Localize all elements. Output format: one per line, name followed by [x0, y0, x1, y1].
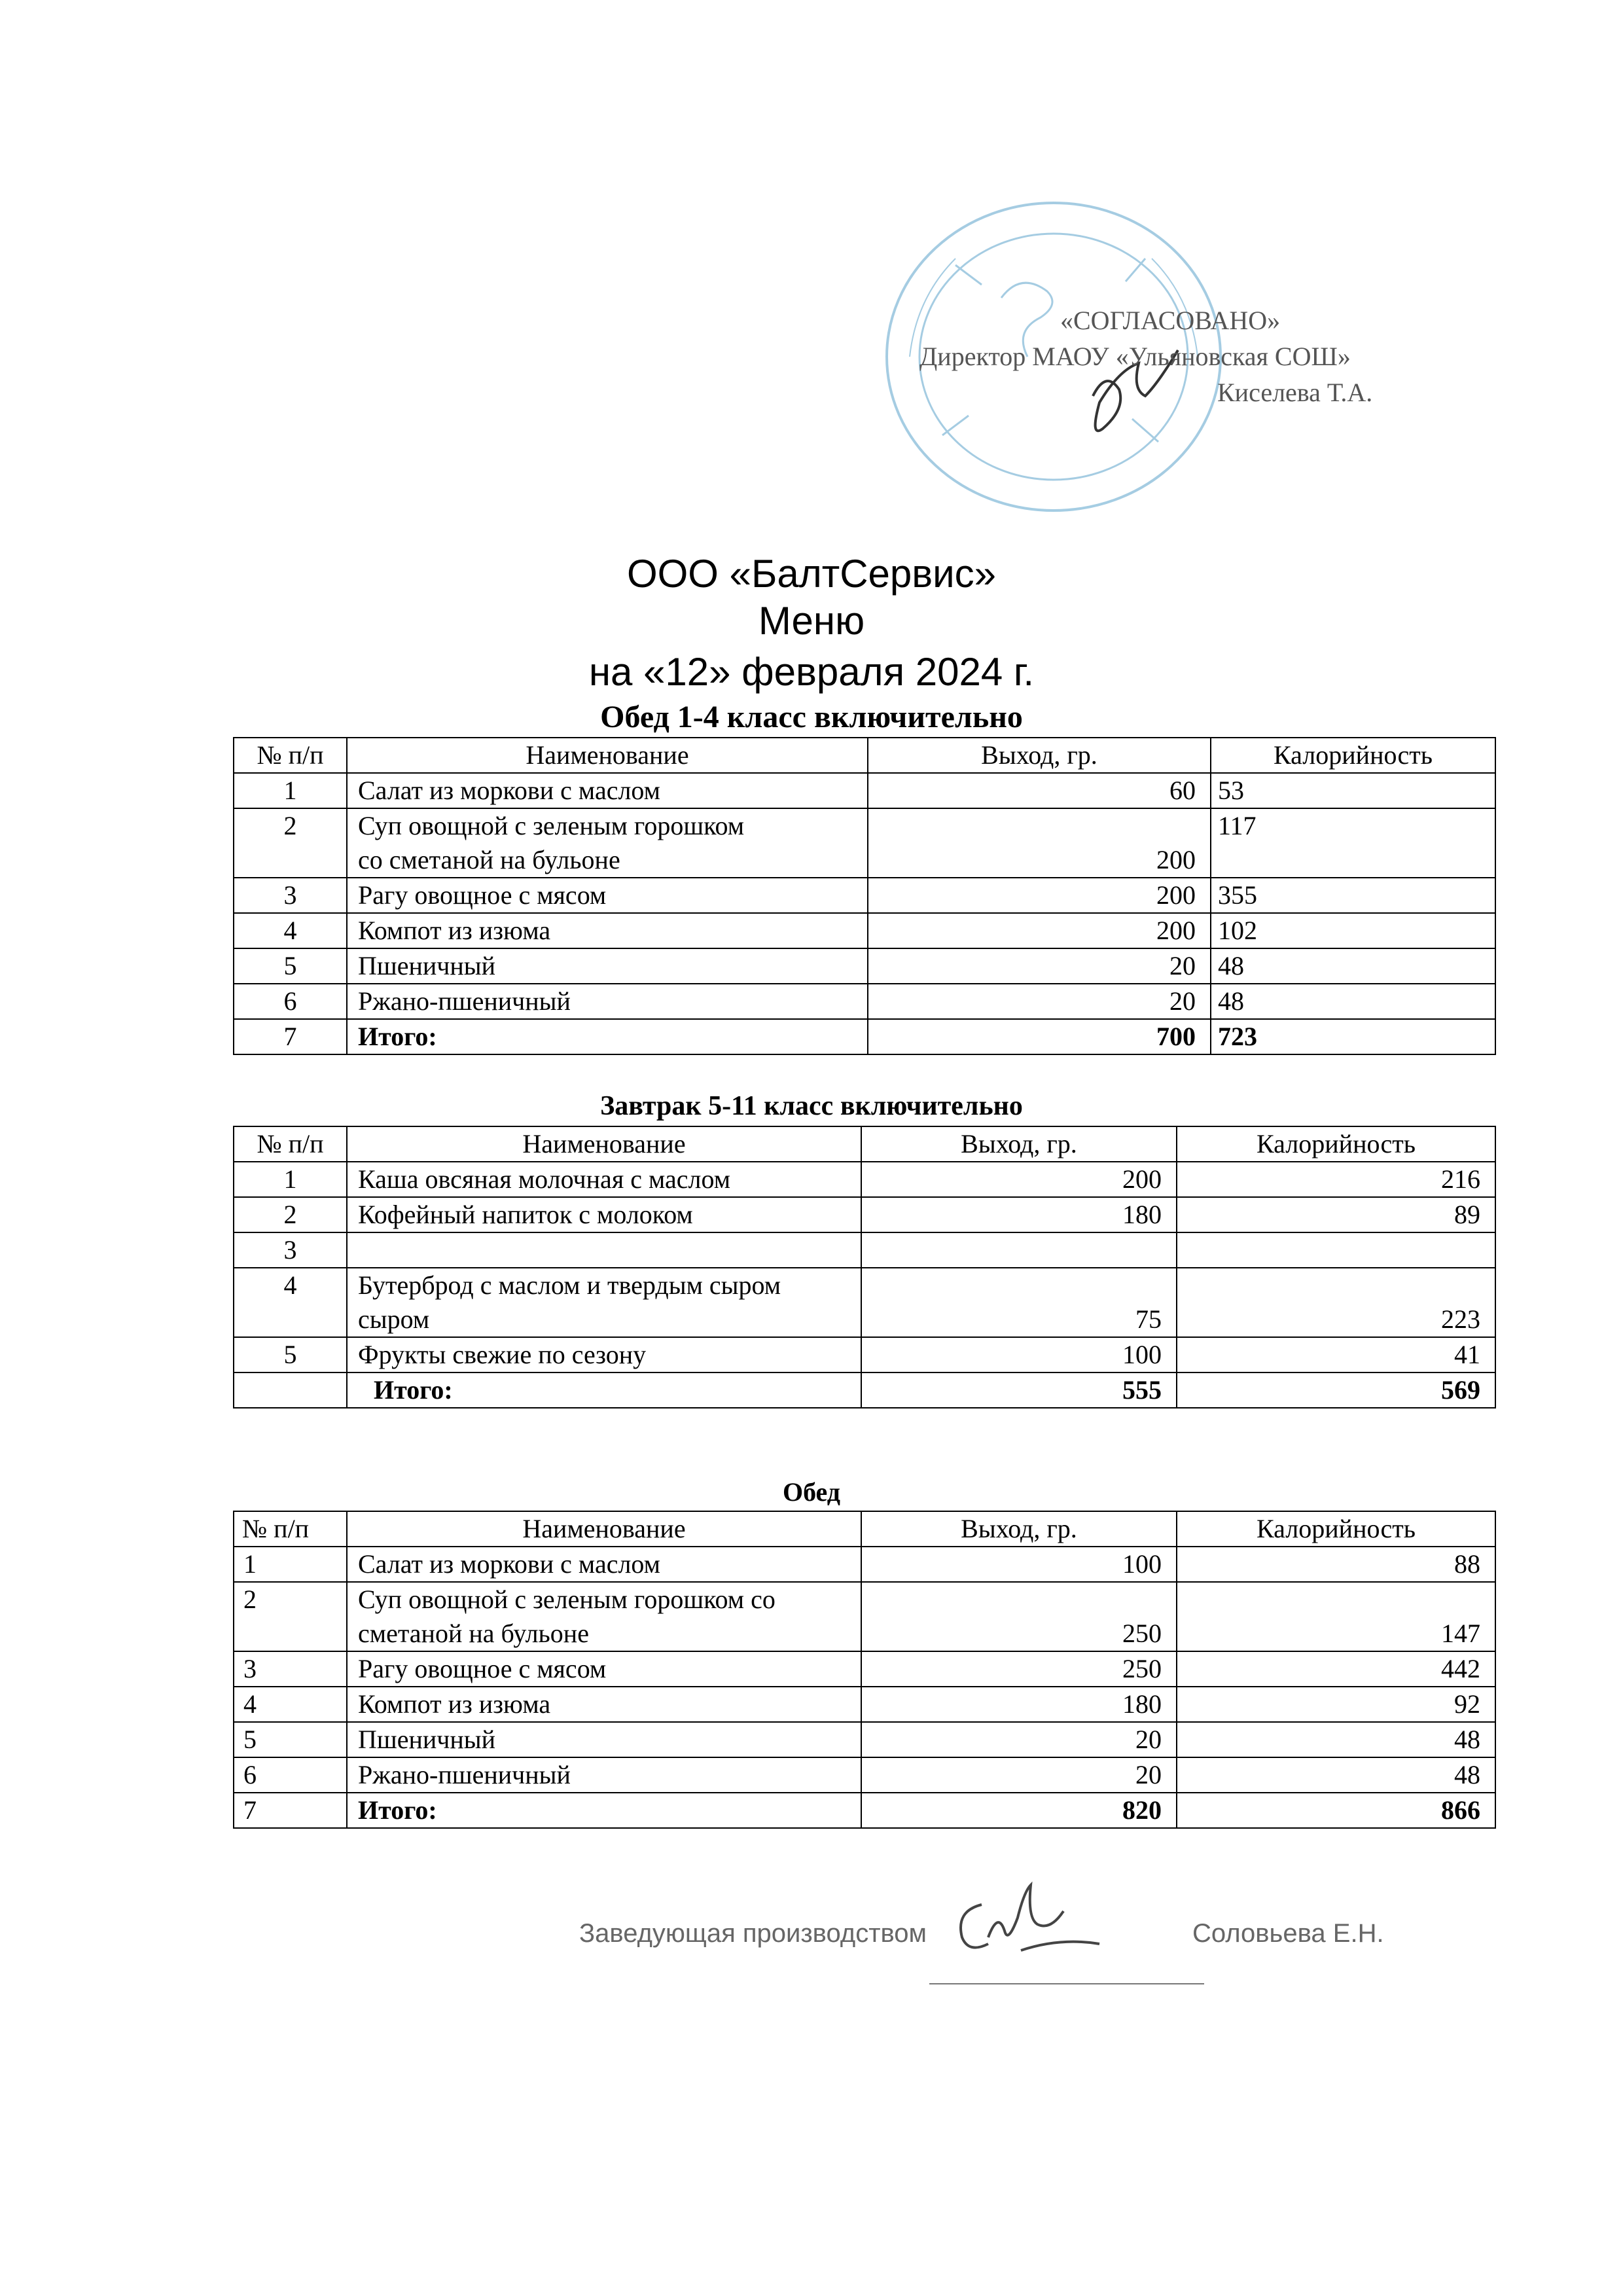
table-row — [234, 1268, 1495, 1337]
cell-weight: 100 — [861, 1337, 1177, 1372]
cell-num: 5 — [234, 1722, 347, 1757]
column-header: Наименование — [347, 1511, 861, 1547]
column-header: Калорийность — [1177, 1126, 1495, 1162]
cell-name — [347, 1232, 861, 1268]
cell-weight: 20 — [868, 984, 1211, 1019]
cell-calories: 48 — [1211, 984, 1495, 1019]
cell-calories: 216 — [1177, 1162, 1495, 1197]
column-header: Наименование — [347, 738, 868, 773]
cell-calories: 569 — [1177, 1372, 1495, 1408]
total-row — [234, 1793, 1495, 1828]
table-row — [234, 1722, 1495, 1757]
section-title: Завтрак 5-11 класс включительно — [600, 1091, 1023, 1121]
total-row — [234, 1019, 1495, 1054]
cell-calories: 48 — [1177, 1757, 1495, 1793]
menu-date: на «12» февраля 2024 г. — [588, 650, 1035, 694]
menu-table — [233, 737, 1496, 1055]
cell-calories: 48 — [1177, 1722, 1495, 1757]
footer-signer: Соловьева Е.Н. — [1192, 1919, 1384, 1948]
cell-name-line: Суп овощной с зеленым горошком со — [358, 1585, 776, 1614]
table-row — [234, 948, 1495, 984]
cell-name: Ржано-пшеничный — [347, 984, 868, 1019]
total-row — [234, 1372, 1495, 1408]
cell-name — [347, 1268, 861, 1337]
footer-position: Заведующая производством — [579, 1919, 927, 1948]
table-row — [234, 913, 1495, 948]
table-row — [234, 1651, 1495, 1687]
column-header: Выход, гр. — [861, 1126, 1177, 1162]
cell-calories: 53 — [1211, 773, 1495, 808]
cell-weight: 75 — [861, 1268, 1177, 1337]
cell-num: 3 — [234, 1651, 347, 1687]
cell-name: Итого: — [347, 1793, 861, 1828]
cell-num: 2 — [234, 808, 347, 878]
table-row — [234, 1232, 1495, 1268]
cell-weight: 250 — [861, 1651, 1177, 1687]
cell-num: 2 — [234, 1197, 347, 1232]
section-title: Обед 1-4 класс включительно — [600, 700, 1023, 734]
cell-weight: 200 — [868, 878, 1211, 913]
table-header-row — [234, 738, 1495, 773]
cell-calories: 147 — [1177, 1582, 1495, 1651]
cell-name: Салат из моркови с маслом — [347, 773, 868, 808]
cell-calories: 723 — [1211, 1019, 1495, 1054]
cell-num: 7 — [234, 1019, 347, 1054]
cell-calories: 866 — [1177, 1793, 1495, 1828]
table-header-row — [234, 1511, 1495, 1547]
approval-name: Киселева Т.А. — [1217, 378, 1373, 407]
cell-weight: 20 — [868, 948, 1211, 984]
approval-title: «СОГЛАСОВАНО» — [1060, 306, 1281, 335]
cell-calories: 89 — [1177, 1197, 1495, 1232]
cell-name — [347, 1582, 861, 1651]
menu-table — [233, 1511, 1496, 1829]
cell-weight: 555 — [861, 1372, 1177, 1408]
cell-name: Рагу овощное с мясом — [347, 1651, 861, 1687]
signature-line — [929, 1983, 1204, 1984]
cell-weight: 180 — [861, 1197, 1177, 1232]
cell-name: Каша овсяная молочная с маслом — [347, 1162, 861, 1197]
cell-name: Компот из изюма — [347, 913, 868, 948]
cell-weight: 100 — [861, 1547, 1177, 1582]
column-header: Выход, гр. — [868, 738, 1211, 773]
cell-weight — [861, 1232, 1177, 1268]
cell-name-line: сыром — [358, 1304, 430, 1334]
company-name: ООО «БалтСервис» — [626, 552, 997, 596]
section-title: Обед — [782, 1477, 841, 1507]
table-row — [234, 878, 1495, 913]
cell-name: Итого: — [347, 1372, 861, 1408]
cell-name-line: сметаной на бульоне — [358, 1619, 589, 1648]
table-row — [234, 1687, 1495, 1722]
cell-weight: 250 — [861, 1582, 1177, 1651]
cell-num: 1 — [234, 1162, 347, 1197]
column-header: № п/п — [234, 738, 347, 773]
cell-name — [347, 808, 868, 878]
cell-name-line: со сметаной на бульоне — [358, 845, 620, 874]
cell-num: 4 — [234, 1687, 347, 1722]
table-row — [234, 808, 1495, 878]
cell-num: 7 — [234, 1793, 347, 1828]
cell-calories: 48 — [1211, 948, 1495, 984]
column-header: Калорийность — [1177, 1511, 1495, 1547]
cell-calories: 92 — [1177, 1687, 1495, 1722]
cell-weight: 20 — [861, 1722, 1177, 1757]
cell-num: 3 — [234, 1232, 347, 1268]
table-row — [234, 773, 1495, 808]
cell-name: Салат из моркови с маслом — [347, 1547, 861, 1582]
cell-name: Фрукты свежие по сезону — [347, 1337, 861, 1372]
cell-num: 4 — [234, 1268, 347, 1337]
table-row — [234, 1337, 1495, 1372]
column-header: Наименование — [347, 1126, 861, 1162]
cell-calories: 223 — [1177, 1268, 1495, 1337]
menu-table — [233, 1126, 1496, 1408]
column-header: Выход, гр. — [861, 1511, 1177, 1547]
cell-weight: 20 — [861, 1757, 1177, 1793]
cell-name-line: Бутерброд с маслом и твердым сыром — [358, 1270, 781, 1300]
table-row — [234, 1582, 1495, 1651]
cell-weight: 180 — [861, 1687, 1177, 1722]
cell-num: 6 — [234, 984, 347, 1019]
cell-calories — [1177, 1232, 1495, 1268]
table-header-row — [234, 1126, 1495, 1162]
cell-weight: 820 — [861, 1793, 1177, 1828]
column-header: Калорийность — [1211, 738, 1495, 773]
cell-num: 1 — [234, 1547, 347, 1582]
cell-name: Ржано-пшеничный — [347, 1757, 861, 1793]
cell-calories: 355 — [1211, 878, 1495, 913]
cell-weight: 700 — [868, 1019, 1211, 1054]
cell-name: Кофейный напиток с молоком — [347, 1197, 861, 1232]
cell-calories: 102 — [1211, 913, 1495, 948]
column-header: № п/п — [234, 1126, 347, 1162]
cell-name: Компот из изюма — [347, 1687, 861, 1722]
approval-position: Директор МАОУ «Ульяновская СОШ» — [919, 342, 1351, 371]
cell-calories: 88 — [1177, 1547, 1495, 1582]
page-title: Меню — [758, 599, 865, 643]
cell-weight: 200 — [868, 808, 1211, 878]
cell-calories: 442 — [1177, 1651, 1495, 1687]
cell-num: 3 — [234, 878, 347, 913]
cell-calories: 41 — [1177, 1337, 1495, 1372]
cell-name: Пшеничный — [347, 1722, 861, 1757]
cell-weight: 60 — [868, 773, 1211, 808]
cell-num — [234, 1372, 347, 1408]
cell-weight: 200 — [861, 1162, 1177, 1197]
cell-num: 1 — [234, 773, 347, 808]
cell-name: Итого: — [347, 1019, 868, 1054]
cell-num: 6 — [234, 1757, 347, 1793]
cell-num: 5 — [234, 948, 347, 984]
cell-name: Пшеничный — [347, 948, 868, 984]
table-row — [234, 1197, 1495, 1232]
cell-calories: 117 — [1211, 808, 1495, 878]
table-row — [234, 1162, 1495, 1197]
table-row — [234, 1757, 1495, 1793]
table-row — [234, 984, 1495, 1019]
signature-icon — [942, 1878, 1113, 1977]
cell-name-line: Суп овощной с зеленым горошком — [358, 811, 745, 840]
cell-weight: 200 — [868, 913, 1211, 948]
cell-num: 4 — [234, 913, 347, 948]
cell-name: Рагу овощное с мясом — [347, 878, 868, 913]
cell-num: 5 — [234, 1337, 347, 1372]
cell-num: 2 — [234, 1582, 347, 1651]
column-header: № п/п — [234, 1511, 347, 1547]
table-row — [234, 1547, 1495, 1582]
